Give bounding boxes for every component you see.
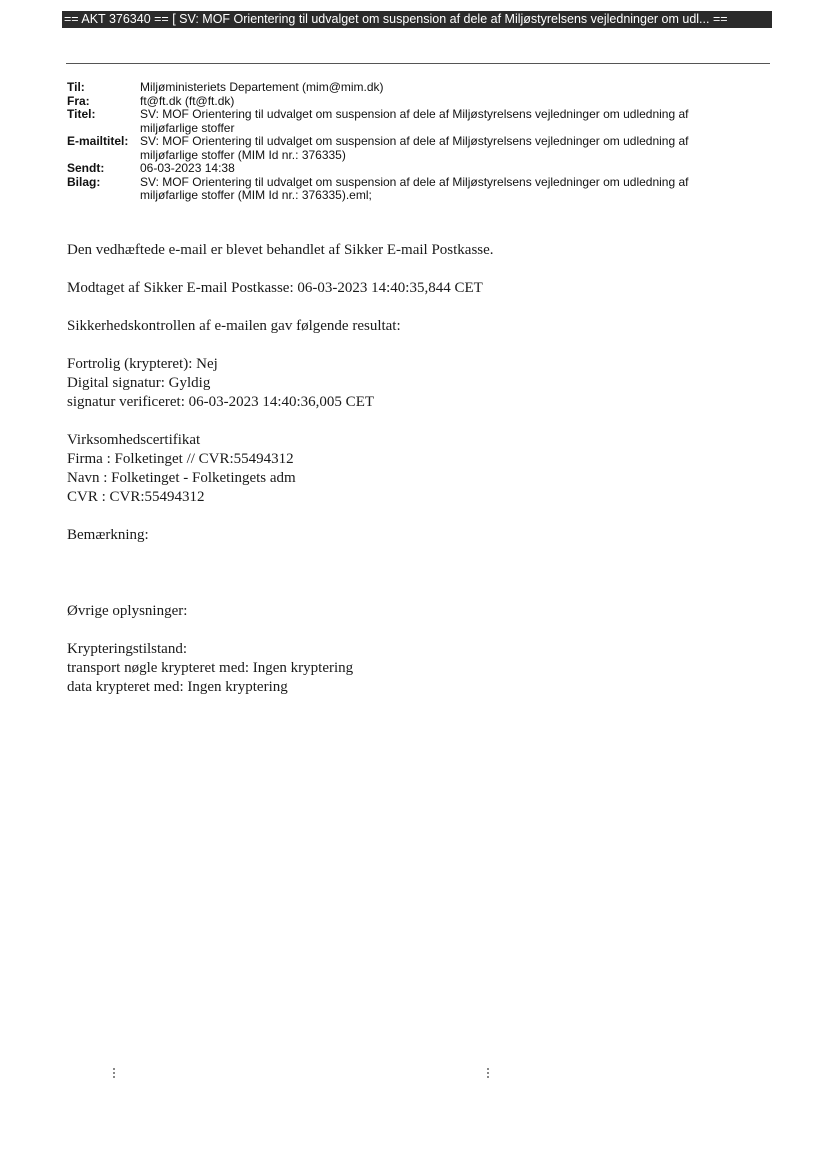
email-body (67, 241, 757, 716)
header-row-title (67, 108, 757, 135)
header-value-line: Miljøministeriets Departement (mim@mim.dk) (140, 80, 384, 94)
email-header (67, 81, 757, 203)
header-value-line: SV: MOF Orientering til udvalget om suspension af dele af Miljøstyrelsens vejledninger om udledning af (140, 107, 689, 121)
remark-spacer (67, 564, 757, 602)
header-label-to: Til: (67, 80, 85, 94)
header-value-line: miljøfarlige stoffer (MIM Id nr.: 376335).eml; (140, 188, 372, 202)
header-value-title (140, 108, 757, 135)
security-result-text: Sikkerhedskontrollen af e-mailen gav følgende resultat: (67, 318, 401, 334)
header-label-attachment: Bilag: (67, 174, 101, 189)
processed-paragraph (67, 241, 757, 260)
header-label-from: Fra: (67, 93, 90, 108)
scan-mark (487, 1068, 489, 1078)
header-label-email-title: E-mailtitel: (67, 134, 129, 148)
other-info-label: Øvrige oplysninger: (67, 603, 188, 619)
header-value-line: miljøfarlige stoffer (MIM Id nr.: 376335) (140, 147, 346, 162)
received-text: Modtaget af Sikker E-mail Postkasse: 06-03-2023 14:40:35,844 CET (67, 280, 483, 296)
header-value-line: miljøfarlige stoffer (140, 120, 235, 135)
certificate-block (67, 431, 757, 507)
processed-text: Den vedhæftede e-mail er blevet behandlet af Sikker E-mail Postkasse. (67, 242, 494, 258)
document-banner: == AKT 376340 == [ SV: MOF Orientering til udvalget om suspension af dele af Miljøstyrelsens vejledninger om udl... == (62, 11, 772, 28)
certificate-cvr: CVR : CVR:55494312 (67, 489, 205, 505)
certificate-firm: Firma : Folketinget // CVR:55494312 (67, 451, 294, 467)
other-info-paragraph (67, 602, 757, 621)
certificate-heading: Virksomhedscertifikat (67, 432, 201, 448)
remark-label: Bemærkning: (67, 527, 149, 543)
header-divider (66, 63, 770, 64)
header-label-title: Titel: (67, 107, 96, 121)
header-value-line: ft@ft.dk (ft@ft.dk) (140, 93, 235, 108)
data-encrypted-text: data krypteret med: Ingen kryptering (67, 679, 288, 695)
header-value-email-title (140, 135, 757, 162)
scan-mark (113, 1068, 115, 1078)
header-value-line: 06-03-2023 14:38 (140, 161, 235, 175)
header-value-to (140, 81, 757, 95)
header-row-sent (67, 162, 757, 176)
confidential-text: Fortrolig (krypteret): Nej (67, 356, 218, 372)
header-value-line: SV: MOF Orientering til udvalget om suspension af dele af Miljøstyrelsens vejledninger om udledning af (140, 134, 689, 148)
certificate-name: Navn : Folketinget - Folketingets adm (67, 470, 296, 486)
encryption-state-label: Krypteringstilstand: (67, 641, 187, 657)
signature-block (67, 355, 757, 412)
header-row-to (67, 81, 757, 95)
header-value-sent (140, 162, 757, 176)
header-value-from (140, 95, 757, 109)
header-label-sent: Sendt: (67, 161, 105, 175)
transport-key-text: transport nøgle krypteret med: Ingen kryptering (67, 660, 354, 676)
signature-verified-text: signatur verificeret: 06-03-2023 14:40:36,005 CET (67, 394, 375, 410)
header-value-line: SV: MOF Orientering til udvalget om suspension af dele af Miljøstyrelsens vejledninger om udledning af (140, 174, 689, 189)
digital-signature-text: Digital signatur: Gyldig (67, 375, 211, 391)
header-row-from (67, 95, 757, 109)
received-paragraph (67, 279, 757, 298)
security-result-paragraph (67, 317, 757, 336)
remark-paragraph (67, 526, 757, 545)
header-row-attachment (67, 176, 757, 203)
encryption-block (67, 640, 757, 697)
header-value-attachment (140, 176, 757, 203)
header-row-email-title (67, 135, 757, 162)
